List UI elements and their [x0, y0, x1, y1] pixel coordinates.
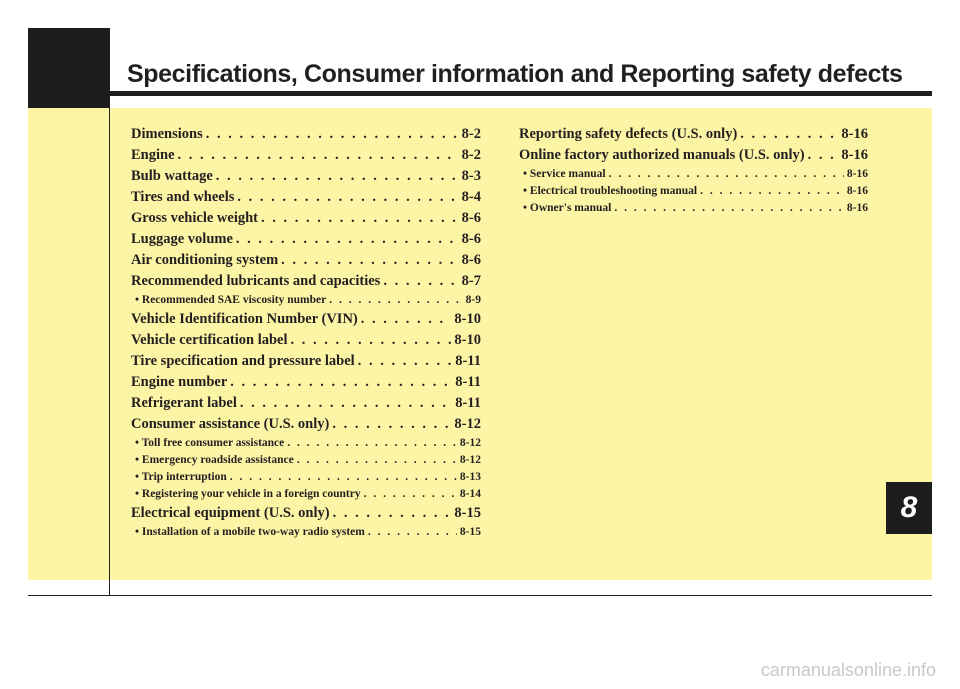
dot-leader [278, 250, 458, 271]
toc-item[interactable] [131, 250, 481, 271]
watermark-text: carmanualsonline.info [760, 660, 936, 680]
toc-item[interactable] [131, 271, 481, 292]
toc-item-page: 8-6 [461, 210, 481, 226]
toc-item-page: 8-13 [459, 471, 481, 483]
toc-item-label: Bulb wattage [131, 168, 213, 184]
toc-item[interactable] [131, 187, 481, 208]
dot-leader [258, 208, 459, 229]
toc-item-page: 8-4 [461, 189, 481, 205]
toc-item[interactable] [131, 229, 481, 250]
toc-item-page: 8-3 [461, 168, 481, 184]
toc-item-label: • Electrical troubleshooting manual [523, 185, 698, 197]
dot-leader [237, 393, 452, 414]
margin-panel [28, 108, 109, 580]
toc-item-page: 8-6 [461, 231, 481, 247]
dot-leader [380, 271, 458, 292]
toc-item-page: 8-12 [459, 437, 481, 449]
dot-leader [361, 486, 457, 503]
page-title: Specifications, Consumer information and Reporting safety defects [127, 60, 903, 88]
dot-leader [697, 183, 844, 200]
toc-item-label: Engine number [131, 374, 228, 390]
dot-leader [213, 166, 459, 187]
toc-item[interactable] [131, 309, 481, 330]
toc-subitem[interactable] [131, 524, 481, 541]
toc-item-label: Recommended lubricants and capacities [131, 273, 381, 289]
dot-leader [203, 124, 459, 145]
toc-item-page: 8-7 [461, 273, 481, 289]
toc-subitem[interactable] [519, 166, 868, 183]
dot-leader [611, 200, 844, 217]
toc-item[interactable] [131, 124, 481, 145]
toc-item-page: 8-16 [841, 126, 868, 142]
bottom-divider [28, 595, 932, 596]
toc-subitem[interactable] [131, 469, 481, 486]
dot-leader [284, 435, 457, 452]
toc-item-page: 8-2 [461, 126, 481, 142]
toc-subitem[interactable] [519, 183, 868, 200]
toc-item-label: Gross vehicle weight [131, 210, 258, 226]
toc-item-label: • Toll free consumer assistance [135, 437, 285, 449]
dot-leader [233, 229, 459, 250]
toc-item[interactable] [519, 124, 868, 145]
toc-item-label: Tire specification and pressure label [131, 353, 355, 369]
toc-subitem[interactable] [519, 200, 868, 217]
toc-left-column [131, 124, 481, 541]
dot-leader [606, 166, 844, 183]
toc-item-label: Online factory authorized manuals (U.S. only) [519, 147, 805, 163]
toc-item-page: 8-11 [455, 395, 481, 411]
toc-subitem[interactable] [131, 435, 481, 452]
toc-item-page: 8-12 [459, 454, 481, 466]
toc-item-label: Air conditioning system [131, 252, 279, 268]
toc-item-page: 8-2 [461, 147, 481, 163]
dot-leader [330, 503, 452, 524]
toc-item[interactable] [519, 145, 868, 166]
toc-item-label: • Installation of a mobile two-way radio system [135, 526, 365, 538]
toc-item-page: 8-14 [459, 488, 481, 500]
toc-item-label: • Emergency roadside assistance [135, 454, 294, 466]
toc-item-page: 8-16 [846, 185, 868, 197]
dot-leader [175, 145, 459, 166]
dot-leader [805, 145, 839, 166]
dot-leader [288, 330, 452, 351]
toc-item-label: • Service manual [523, 168, 606, 180]
toc-item-label: • Owner's manual [523, 202, 612, 214]
margin-divider [109, 28, 110, 596]
dot-leader [737, 124, 838, 145]
chapter-tab[interactable]: 8 [886, 482, 932, 534]
dot-leader [326, 292, 462, 309]
toc-item-page: 8-10 [454, 332, 481, 348]
toc-item-page: 8-12 [454, 416, 481, 432]
toc-item-label: Vehicle Identification Number (VIN) [131, 311, 358, 327]
toc-item-label: Engine [131, 147, 175, 163]
toc-item-page: 8-16 [846, 202, 868, 214]
title-underline [109, 91, 932, 96]
toc-right-column [519, 124, 868, 217]
toc-subitem[interactable] [131, 486, 481, 503]
toc-item-label: Tires and wheels [131, 189, 235, 205]
toc-item-page: 8-15 [454, 505, 481, 521]
toc-item-label: • Recommended SAE viscosity number [135, 294, 327, 306]
toc-item-page: 8-16 [841, 147, 868, 163]
toc-item[interactable] [131, 145, 481, 166]
toc-item-page: 8-9 [465, 294, 481, 306]
toc-item[interactable] [131, 351, 481, 372]
toc-subitem[interactable] [131, 452, 481, 469]
chapter-corner-block [28, 28, 109, 108]
toc-subitem[interactable] [131, 292, 481, 309]
toc-item[interactable] [131, 372, 481, 393]
dot-leader [234, 187, 458, 208]
toc-item[interactable] [131, 330, 481, 351]
toc-item-label: Electrical equipment (U.S. only) [131, 505, 330, 521]
toc-item-page: 8-11 [455, 353, 481, 369]
dot-leader [365, 524, 457, 541]
toc-item[interactable] [131, 503, 481, 524]
toc-item[interactable] [131, 208, 481, 229]
dot-leader [294, 452, 457, 469]
toc-item-label: Refrigerant label [131, 395, 237, 411]
toc-item-label: Vehicle certification label [131, 332, 288, 348]
toc-item[interactable] [131, 166, 481, 187]
toc-item-page: 8-16 [846, 168, 868, 180]
toc-item-page: 8-10 [454, 311, 481, 327]
toc-item-label: Luggage volume [131, 231, 233, 247]
dot-leader [358, 309, 452, 330]
toc-item-label: Dimensions [131, 126, 203, 142]
toc-item[interactable] [131, 414, 481, 435]
toc-item-page: 8-11 [455, 374, 481, 390]
toc-item-label: Consumer assistance (U.S. only) [131, 416, 330, 432]
toc-item[interactable] [131, 393, 481, 414]
dot-leader [227, 469, 457, 486]
dot-leader [227, 372, 452, 393]
toc-item-label: Reporting safety defects (U.S. only) [519, 126, 738, 142]
dot-leader [329, 414, 451, 435]
toc-item-label: • Registering your vehicle in a foreign country [135, 488, 361, 500]
toc-item-page: 8-6 [461, 252, 481, 268]
toc-item-label: • Trip interruption [135, 471, 227, 483]
toc-item-page: 8-15 [459, 526, 481, 538]
dot-leader [355, 351, 453, 372]
